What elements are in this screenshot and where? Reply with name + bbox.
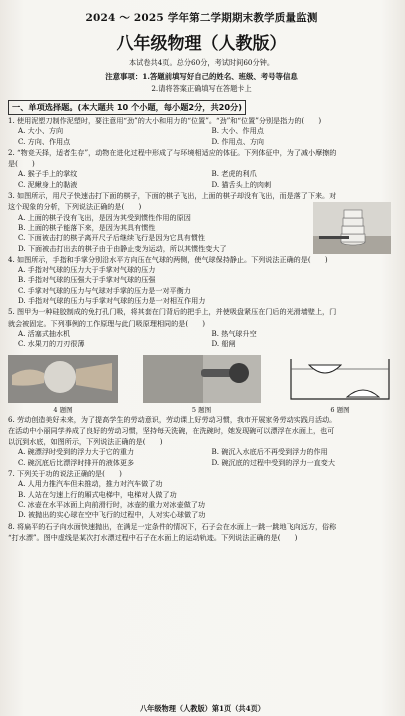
option-c: C. 碗沉底后比漂浮时排开的液体更多 xyxy=(18,457,135,467)
option-a: A. 碗漂浮时受到的浮力大于它的重力 xyxy=(18,447,135,457)
figure-row xyxy=(8,354,395,414)
option-a: A. 手指对气球的压力大于手掌对气球的压力 xyxy=(18,265,156,275)
subject-title: 八年级物理（人教版） xyxy=(116,34,287,54)
option-b: B. 热气球升空 xyxy=(211,328,257,338)
notes-title: 注意事项：1.答题前填写好自己的姓名、班级、考号等信息 xyxy=(105,72,298,81)
page-footer: 八年级物理（人教版）第1页（共4页） xyxy=(139,704,265,713)
question-6-stem-line-2: 在活动中小丽同学养成了良好的劳动习惯，坚持每天洗碗，在洗碗时，她发现碗可以漂浮在水面上，也可 xyxy=(8,425,335,435)
question-4-stem: 4. 如图所示，手指和手掌分别沿水平方向压在气球的两侧，使气球保持静止。下列说法正确的是( ) xyxy=(8,254,328,264)
option-d: D. 下面被击打出去的棋子由于由静止变为运动，所以其惯性变大了 xyxy=(18,243,227,253)
option-a: A. 上面的棋子没有飞出，是因为其受到惯性作用的原因 xyxy=(18,212,191,222)
option-a: A. 活塞式抽水机 xyxy=(18,328,71,338)
bowl-in-water-diagram-icon xyxy=(285,355,395,403)
question-6-stem-line-3: 以沉到水底，如图所示，下列说法正确的是( ) xyxy=(8,437,163,447)
figure-4-caption: 4 题图 xyxy=(53,405,73,414)
question-8-stem-line-1: 8. 将扁平的石子向水面快速抛出，在满足一定条件的情况下，石子会在水面上一跳一跳地飞向远方，俗称 xyxy=(8,521,337,531)
question-1-options-row-1 xyxy=(8,126,395,136)
question-2-stem-line-1: 2. “物竞天择，适者生存”，动物在进化过程中形成了与环境相适应的体征。下列体征中，为了减小摩擦的 xyxy=(8,147,337,157)
exam-title: 2024 ～ 2025 学年第二学期期末教学质量监测 xyxy=(85,12,318,24)
option-b: B. 大小、作用点 xyxy=(211,126,264,136)
question-8-stem-line-2: “打水漂”。图中虚线是某次打水漂过程中石子在水面上的运动轨迹。下列说法正确的是( ) xyxy=(8,532,298,542)
option-b: B. 人站在匀速上行的厢式电梯中，电梯对人做了功 xyxy=(18,489,177,499)
figure-6 xyxy=(285,355,395,414)
chess-stack-photo-icon xyxy=(313,202,391,254)
question-3-body xyxy=(8,202,395,253)
option-c: C. 手掌对气球的压力与气球对手掌的压力是一对平衡力 xyxy=(18,285,191,295)
option-d: D. 手指对气球的压力与手掌对气球的压力是一对相互作用力 xyxy=(18,296,206,306)
figure-5 xyxy=(143,355,261,414)
question-5-stem-line-2: 就会被固定。下列事例的工作原理与此门吸原理相同的是( ) xyxy=(8,318,206,328)
question-1-options-row-2 xyxy=(8,137,395,147)
question-6-options-row-2 xyxy=(8,458,395,468)
question-2-options-row-2 xyxy=(8,180,395,190)
question-7-stem: 7. 下列关于功的说法正确的是( ) xyxy=(8,469,122,479)
note-2: 2.请将答案正确填写在答题卡上 xyxy=(151,84,252,93)
option-c: C. 方向、作用点 xyxy=(18,136,71,146)
question-6-stem-line-1: 6. 劳动创造美好未来，为了提高学生的劳动意识，劳动课上好劳动习惯，我市开展家务劳动实践月活动。 xyxy=(8,414,337,424)
option-c: C. 水果刀的刀刃很薄 xyxy=(18,339,85,349)
option-a: A. 人用力推汽车但未推动，推力对汽车做了功 xyxy=(18,479,163,489)
option-c: C. 泥鳅身上的黏液 xyxy=(18,179,78,189)
balloon-hand-photo-icon xyxy=(8,355,118,403)
question-5-options-row-1 xyxy=(8,329,395,339)
exam-info: 本试卷共4页。总分60分，考试时间60分钟。 xyxy=(128,58,275,67)
option-b: B. 碗沉入水底后不再受到浮力的作用 xyxy=(211,447,328,457)
door-stopper-photo-icon xyxy=(143,355,261,403)
option-a: A. 大小、方向 xyxy=(18,126,64,136)
option-d: D. 猫舌头上的肉刺 xyxy=(211,179,272,189)
question-5-options-row-2 xyxy=(8,339,395,349)
figure-6-caption: 6 题图 xyxy=(330,405,350,414)
question-3-stem-line-1: 3. 如图所示，用尺子快速击打下面的棋子，下面的棋子飞出，上面的棋子却没有飞出，而是落了下来。对 xyxy=(8,191,337,201)
question-3-stem-line-2: 这个现象的分析，下列说法正确的是( ) xyxy=(8,202,142,212)
figure-4 xyxy=(8,355,118,414)
option-c: C. 冰壶在水平冰面上向前滑行时，冰壶的重力对冰壶做了功 xyxy=(18,499,206,509)
question-2-options-row-1 xyxy=(8,169,395,179)
option-d: D. 船闸 xyxy=(211,339,236,349)
question-5-stem-line-1: 5. 图甲为一种硅胶制成的免打孔门吸，将其套在门背后的把手上，并使吸盘紧压在门后的光滑墙壁上，门 xyxy=(8,307,337,317)
section-title: 一、单项选择题。(本大题共 10 个小题，每小题2分，共20分) xyxy=(8,100,246,115)
question-2-stem-line-2: 是( ) xyxy=(8,159,35,169)
option-c: C. 下面被击打的棋子离开尺子后继续飞行是因为它具有惯性 xyxy=(18,233,206,243)
option-b: B. 上面的棋子能落下来，是因为其具有惯性 xyxy=(18,222,156,232)
figure-5-caption: 5 题图 xyxy=(191,405,212,414)
option-d: D. 碗沉底的过程中受到的浮力一直变大 xyxy=(211,457,335,467)
question-1-stem: 1. 使用泥塑刀制作泥塑时，要注意用“劲”的大小和用力的“位置”。“劲”和“位置”分别是指力的( ) xyxy=(8,116,322,125)
question-6-options-row-1 xyxy=(8,447,395,457)
option-d: D. 作用点、方向 xyxy=(211,136,265,146)
option-b: B. 老虎的利爪 xyxy=(211,169,257,179)
option-b: B. 手指对气球的压强大于手掌对气球的压强 xyxy=(18,275,156,285)
option-a: A. 猴子手上的掌纹 xyxy=(18,169,78,179)
option-d: D. 被抛出的实心球在空中飞行的过程中，人对实心球做了功 xyxy=(18,510,206,520)
